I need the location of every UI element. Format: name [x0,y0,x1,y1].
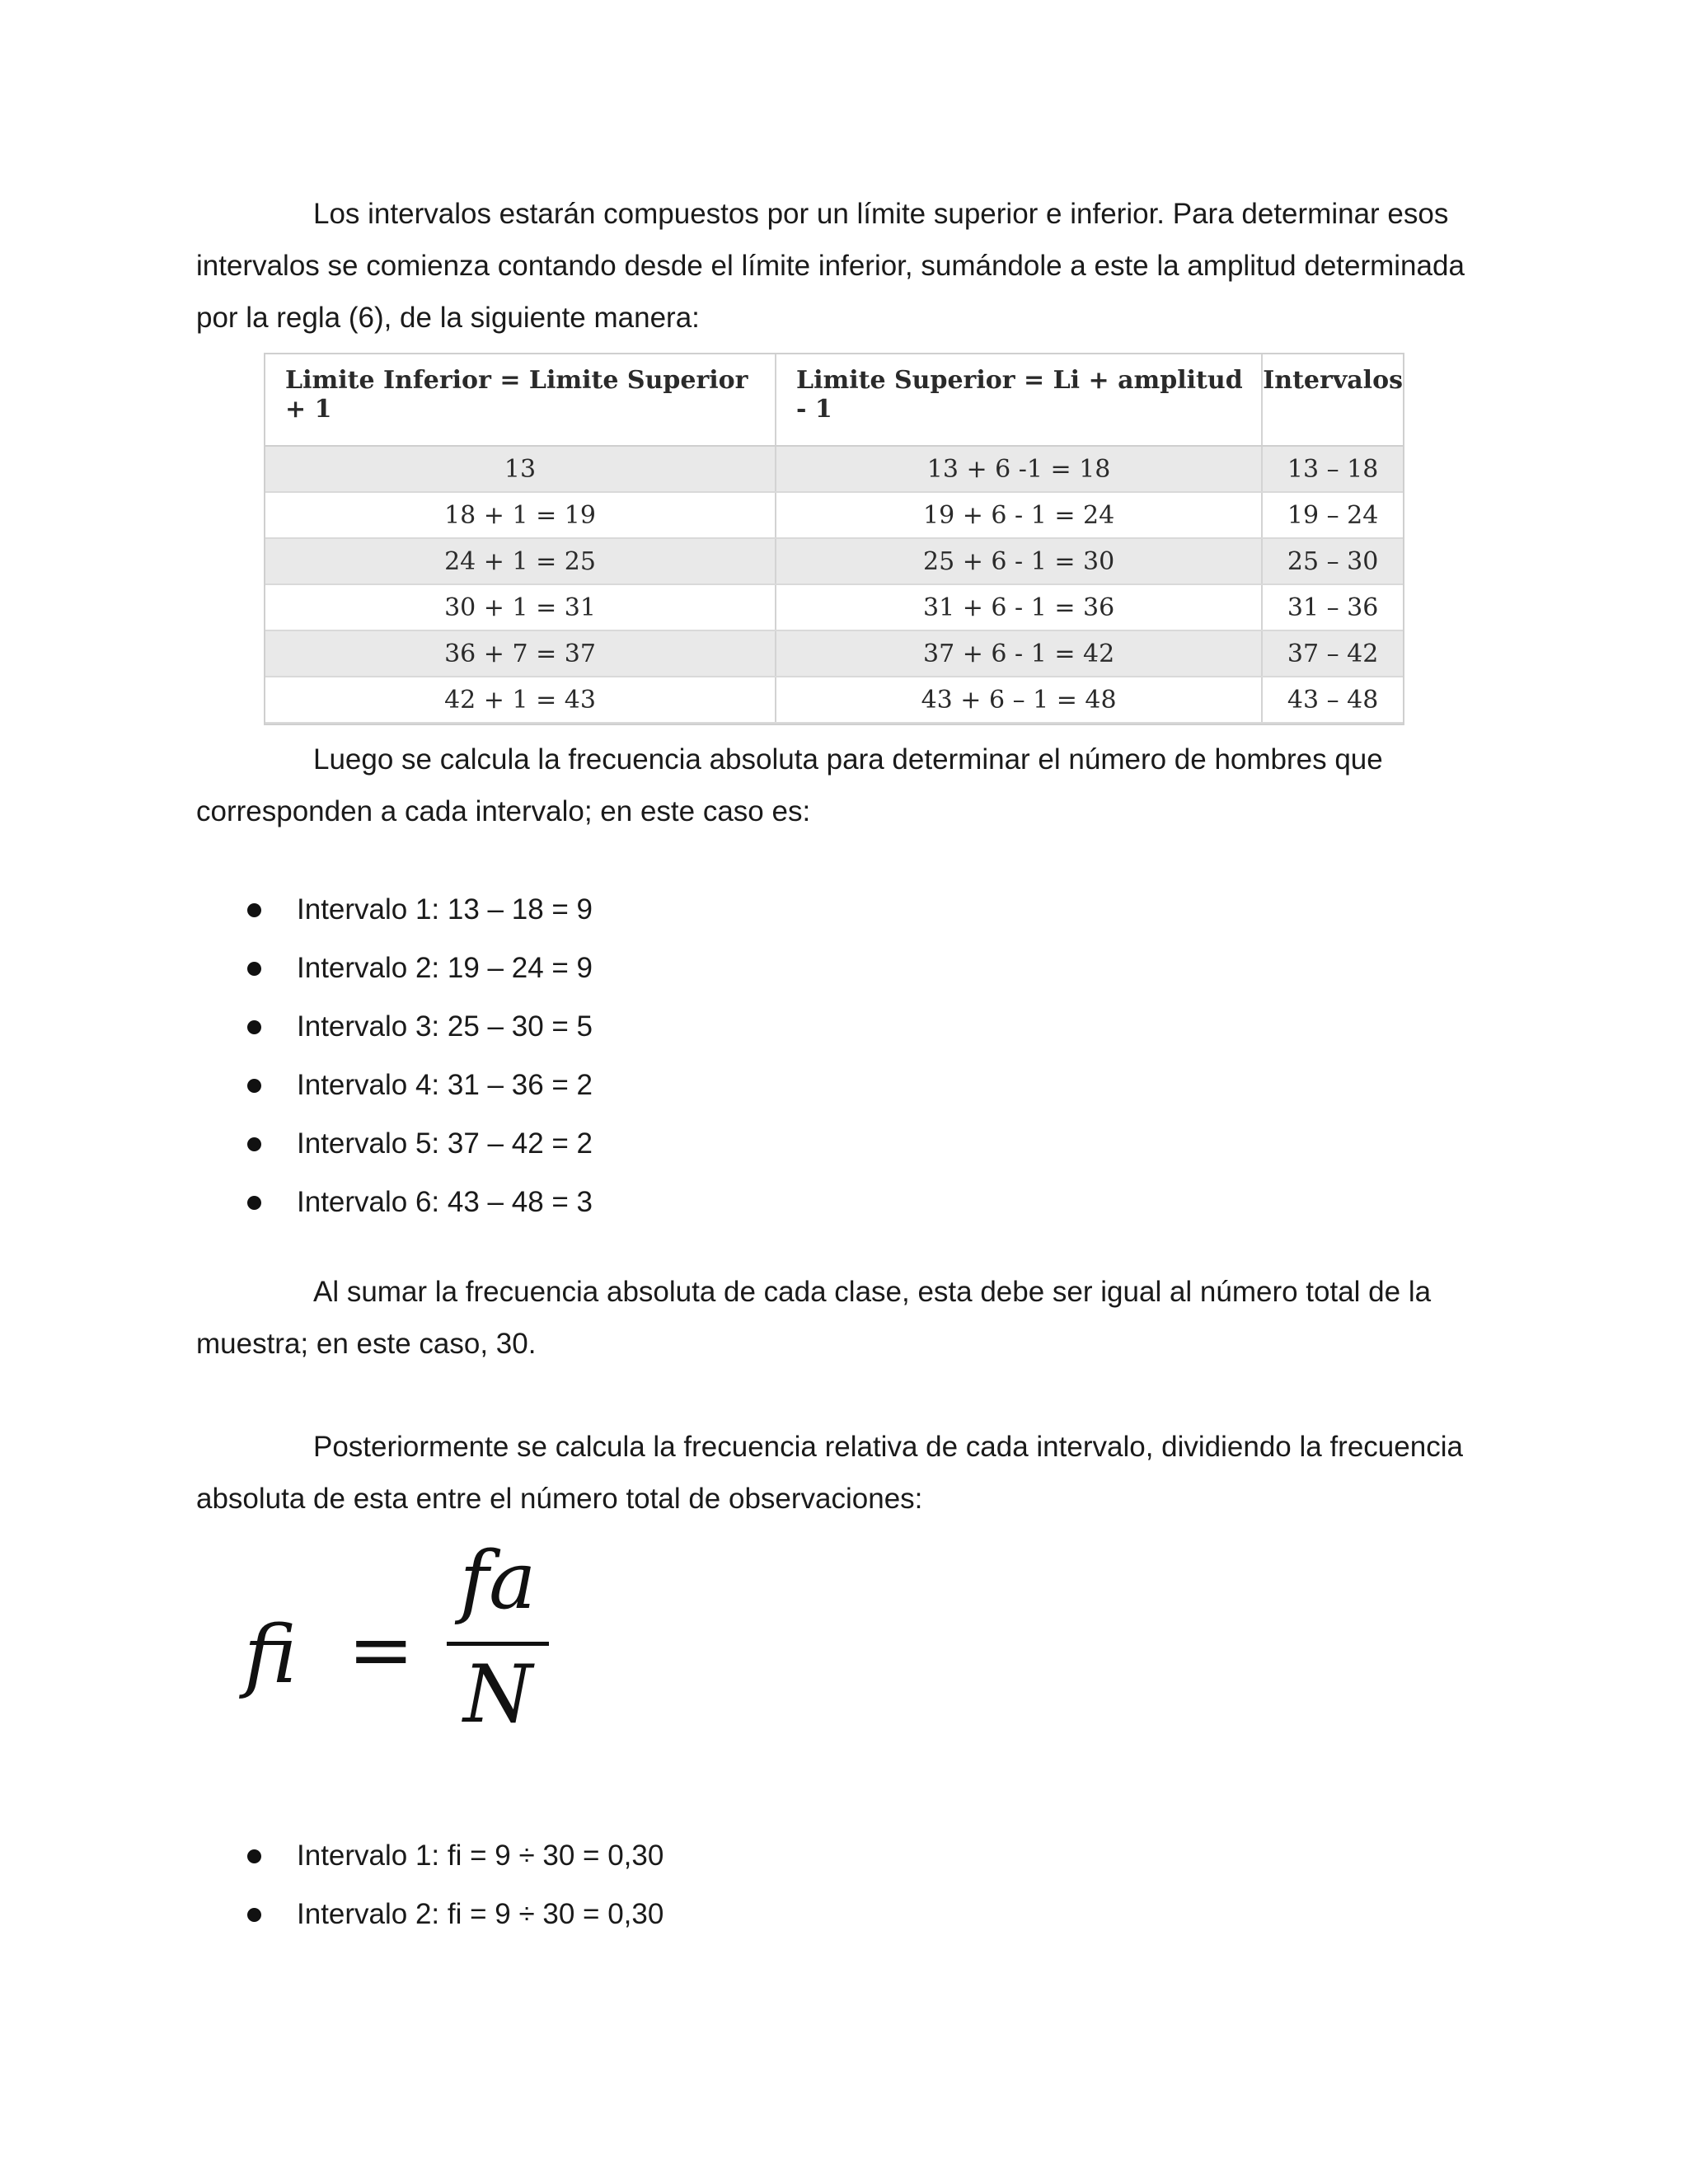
bullet-icon [247,1849,261,1863]
relative-frequency-formula [244,1535,557,1741]
cell-ls: 31 + 6 - 1 = 36 [776,584,1262,630]
header-limite-inferior: Limite Inferior = Limite Superior + 1 [265,354,776,446]
cell-ls: 25 + 6 - 1 = 30 [776,538,1262,584]
cell-interval: 43 – 48 [1262,677,1403,723]
cell-li: 18 + 1 = 19 [265,492,776,538]
formula-lhs: fi [244,1609,298,1701]
cell-interval: 37 – 42 [1262,630,1403,677]
list-item: Intervalo 4: 31 – 36 = 2 [247,1056,593,1114]
list-item: Intervalo 1: fi = 9 ÷ 30 = 0,30 [247,1826,663,1885]
bullet-icon [247,1137,261,1151]
bullet-icon [247,1020,261,1034]
bullet-icon [247,1079,261,1093]
cell-interval: 19 – 24 [1262,492,1403,538]
cell-li: 42 + 1 = 43 [265,677,776,723]
list-item: Intervalo 2: fi = 9 ÷ 30 = 0,30 [247,1885,663,1943]
paragraph-sum-check: Al sumar la frecuencia absoluta de cada clase, esta debe ser igual al número total de la muestra; en este caso, 30. [196,1276,1432,1360]
cell-interval: 31 – 36 [1262,584,1403,630]
list-item: Intervalo 6: 43 – 48 = 3 [247,1173,593,1231]
formula-denominator: N [463,1648,532,1741]
cell-interval: 25 – 30 [1262,538,1403,584]
header-intervalos: Intervalos [1262,354,1403,446]
list-item: Intervalo 3: 25 – 30 = 5 [247,997,593,1056]
bullet-icon [247,1196,261,1210]
formula-numerator: fa [459,1535,537,1627]
table-header-row [265,354,1403,446]
cell-li: 24 + 1 = 25 [265,538,776,584]
fraction-bar [447,1642,549,1646]
table-row [265,630,1403,677]
table-row [265,492,1403,538]
list-item: Intervalo 1: 13 – 18 = 9 [247,880,593,939]
cell-li: 13 [265,446,776,492]
cell-ls: 37 + 6 - 1 = 42 [776,630,1262,677]
cell-li: 36 + 7 = 37 [265,630,776,677]
absolute-frequency-list [247,880,593,1231]
list-item: Intervalo 5: 37 – 42 = 2 [247,1114,593,1173]
formula-equals: = [348,1604,415,1696]
cell-ls: 13 + 6 -1 = 18 [776,446,1262,492]
intervals-table [264,353,1404,725]
bullet-icon [247,962,261,976]
header-limite-superior: Limite Superior = Li + amplitud - 1 [776,354,1262,446]
cell-ls: 19 + 6 - 1 = 24 [776,492,1262,538]
paragraph-absolute-frequency: Luego se calcula la frecuencia absoluta para determinar el número de hombres que corresponden a cada intervalo; en este caso es: [196,743,1383,827]
table-row [265,446,1403,492]
cell-interval: 13 – 18 [1262,446,1403,492]
cell-li: 30 + 1 = 31 [265,584,776,630]
bullet-icon [247,903,261,917]
cell-ls: 43 + 6 – 1 = 48 [776,677,1262,723]
paragraph-relative-frequency: Posteriormente se calcula la frecuencia relativa de cada intervalo, dividiendo la frecuencia absoluta de esta entre el número total de observaciones: [196,1431,1463,1515]
list-item: Intervalo 2: 19 – 24 = 9 [247,939,593,997]
bullet-icon [247,1908,261,1922]
table-row [265,538,1403,584]
table-row [265,677,1403,723]
relative-frequency-list [247,1826,663,1943]
table-row [265,584,1403,630]
paragraph-intervals-intro: Los intervalos estarán compuestos por un límite superior e inferior. Para determinar esos intervalos se comienza contando desde el límite inferior, sumándole a este la amplitud determinada por la regla (6), de la siguiente manera: [196,198,1465,334]
